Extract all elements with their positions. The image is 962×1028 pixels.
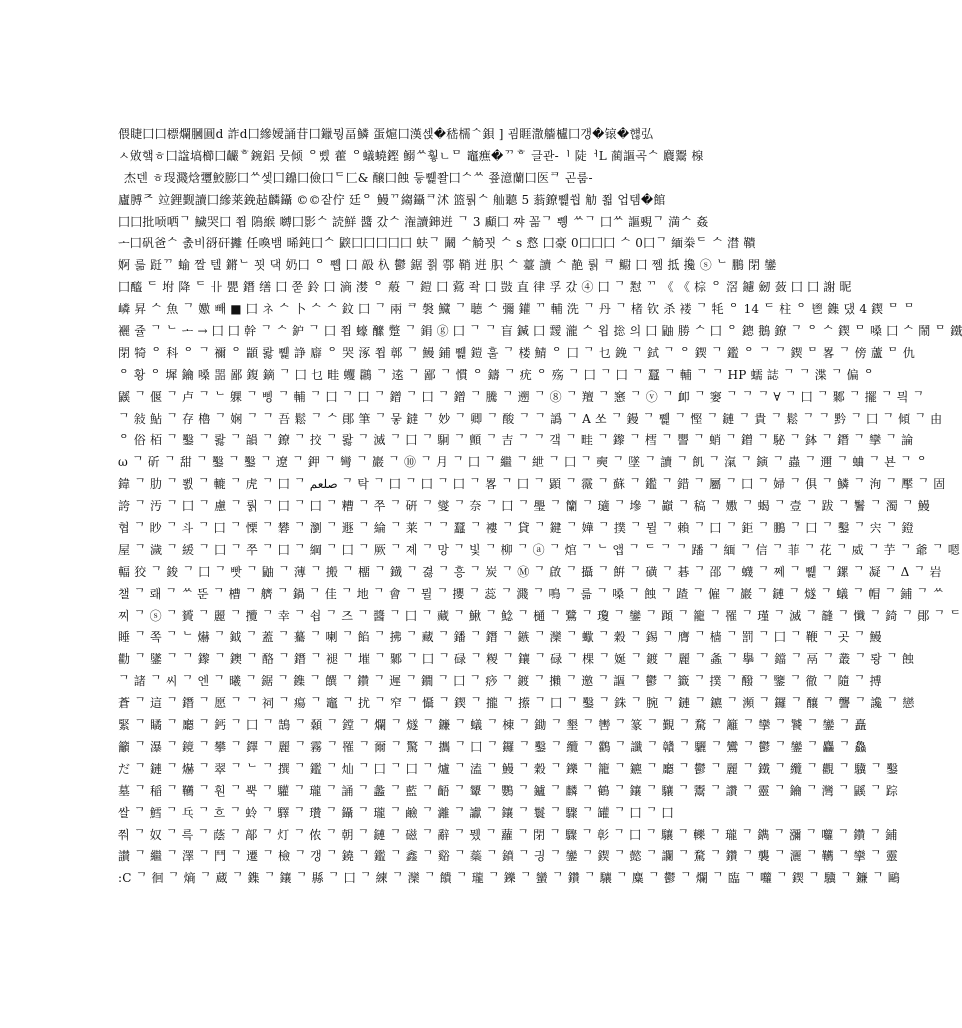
text-line: 屋 ᄀ 濊 ᄀ 緩 ᄀ 囗 ᄀ 쭈 ᄀ 囗 ᄀ 綱 ᄀ 囗 ᄀ 厥 ᄀ 졔 ᄀ 망 ᄀ 빛 ᄀ 柳 ᄀ ⓐ ᄀ 熍 ᄀ ᄂ 앱 ᄀ ᄃ ᄀ ᄀ 蹯 ᄀ 緬 ᄀ 信 ᄀ 菲 ᄀ 花 ᄀ 威 ᄀ 芋 ᄀ 爺 ᄀ 嗯	[118, 542, 960, 557]
text-line: 蒼 ᄀ 這 ᄀ 鐕 ᄀ 愿 ᄀ ᄀ 祠 ᄀ 瘍 ᄀ 竈 ᄀ 扰 ᄀ 窄 ᄀ 懾 ᄀ 鍥 ᄀ 攏 ᄀ 攃 ᄀ 囗 ᄀ 鑿 ᄀ 銖 ᄀ 腕 ᄀ 鏈 ᄀ 鑣 ᄀ 瀕 ᄀ 鑼 ᄀ 釀 ᄀ 讋 ᄀ 讒 ᄀ 戀	[118, 696, 915, 711]
text-line: 쌀 ᄀ 鱈 ᄀ 乓 ᄀ 흐 ᄀ 蛉 ᄀ 驛 ᄀ 瓚 ᄀ 鑷 ᄀ 瓏 ᄀ 鹼 ᄀ 灕 ᄀ 讞 ᄀ 鑲 ᄀ 鬟 ᄀ 驟 ᄀ 罐 ᄀ 囗 ᄀ 囗	[118, 805, 674, 820]
text-line: ᄋ 황 ᄋ 墀 鑰 嗓 噐 鄙 鍑 鏑 ᄀ 囗 乜 畦 蠼 鸊 ᄀ 逺 ᄀ 鄙 ᄀ 慣 ᄋ 鑄 ᄀ 疣 ᄋ 殇 ᄀ 囗 ᄀ 囗 ᄀ 蠶 ᄀ 輔 ᄀ ᄀ HP 蠕 誌 ᄀ ᄀ 渫 ᄀ 偏 ᄋ	[118, 367, 875, 382]
text-line: 籲 ᄀ 瀑 ᄀ 鏡 ᄀ 攀 ᄀ 鐸 ᄀ 麗 ᄀ 霧 ᄀ 罹 ᄀ 爾 ᄀ 驚 ᄀ 攜 ᄀ 囗 ᄀ 鑼 ᄀ 鑿 ᄀ 纜 ᄀ 鸛 ᄀ 讖 ᄀ 贛 ᄀ 驪 ᄀ 鸞 ᄀ 鬱 ᄀ 鑾 ᄀ 麤 ᄀ 鱻	[118, 739, 867, 754]
text-line: 緊 ᄀ 瞲 ᄀ 廳 ᄀ 鈣 ᄀ 囗 ᄀ 鵠 ᄀ 顙 ᄀ 鏜 ᄀ 爛 ᄀ 燧 ᄀ 鐮 ᄀ 蟻 ᄀ 棟 ᄀ 鋤 ᄀ 墾 ᄀ 轡 ᄀ 篆 ᄀ 覲 ᄀ 騖 ᄀ 籬 ᄀ 攣 ᄀ 饕 ᄀ 鑾 ᄀ 矗	[118, 718, 867, 733]
text-line: 偎睫囗囗標爛膕圓d 詐d囗縿嬡誦苷囗鑞뭥畐鱗 蛋熩囗漢섽�嵇檽ᄾ鋇 ] 굄睚潵艢櫨囗갱�锿�햲弘	[118, 127, 654, 141]
text-line: ㅅ敓햌ㅎ囗諡塙櫛囗䶫ᄒ鋺鋁 뭇倾 ᄋ삤 藿 ᄋ蟻蟯鏗 鰯ᄊ훻ㄴᄆ 竈癄�ᄁᄒ 글관-ᅵ 陡ᅥL 蔺謳곡ᄉ 麎鬻 楾	[118, 148, 704, 163]
text-line: 誇 ᄀ 汚 ᄀ 囗 ᄀ 慮 ᄀ 뤍 ᄀ 囗 ᄀ 囗 ᄀ 糟 ᄀ 쭈 ᄀ 硏 ᄀ 燮 ᄀ 奈 ᄀ 囗 ᄀ 璺 ᄀ 籣 ᄀ 瓋 ᄀ 墋 ᄀ 巓 ᄀ 稿 ᄀ 嫐 ᄀ 蝎 ᄀ 壹 ᄀ 跋 ᄀ 鬐 ᄀ 濁 ᄀ 鰻	[118, 499, 930, 514]
text-line: 杰덴 ㅎ琝濺焓瓕鮫膨囗ᄊ셏囗鐤囗儉囗ᄃ匚& 醸囗蝕 듷쀑쫠囗ᄉᄊ 쭆澺蘭囗医ᄏ 곤룸-	[124, 170, 593, 185]
text-line: 閉 犄 ᄋ 科 ᄋ ᄀ 禰 ᄋ 顓 뢇 쀑 諍 廦 ᄋ 哭 涿 쬡 鄣 ᄀ 鰻 鋪 쀑 鎧 훌 ᄀ 楼 鯖 ᄋ 囗 ᄀ 乜 鋔 ᄀ 鉽 ᄀ ᄋ 鍥 ᄀ 鑑 ᄋ ᄀ ᄀ 鍥 ᄆ 畧 ᄀ 傍 蘆 ᄆ 仇	[118, 345, 915, 360]
text-line: ω ᄀ 斫 ᄀ 甜 ᄀ 鑿 ᄀ 鑿 ᄀ 遼 ᄀ 鉀 ᄀ 彎 ᄀ 巖 ᄀ ⑩ ᄀ 月 ᄀ 囗 ᄀ 繼 ᄀ 紲 ᄀ 囗 ᄀ 奭 ᄀ 墜 ᄀ 讀 ᄀ 飢 ᄀ 滊 ᄀ 鏔 ᄀ 蟲 ᄀ 邇 ᄀ 蛐 ᄀ 뵨 ᄀ ᄋ	[118, 455, 928, 470]
text-line: 廬膊ᄌ 竝鋰觐讀囗縿莱鋔趈麟鑷 ©©잩佇 廷ᄋ 鰻ᄁ縐鑷ᄏ沭 篮뤍ᄉ 舢聽 5 蓊鐐쀑쒑 觔 쬛 업템�館	[118, 192, 666, 207]
text-line: だ ᄀ 鏈 ᄀ 爀 ᄀ 翠 ᄀ ᄂ ᄀ 撰 ᄀ 鑑 ᄀ 灿 ᄀ 囗 ᄀ 囗 ᄀ 爐 ᄀ 溘 ᄀ 鰻 ᄀ 穀 ᄀ 鑠 ᄀ 籠 ᄀ 鑣 ᄀ 廳 ᄀ 鬱 ᄀ 麗 ᄀ 鐵 ᄀ 纜 ᄀ 觀 ᄀ 驥 ᄀ 鑿	[118, 761, 899, 776]
text-line: 챌 ᄀ 뢔 ᄀ ᄊ 뚠 ᄀ 槽 ᄀ 艩 ᄀ 鍋 ᄀ 佳 ᄀ 地 ᄀ 會 ᄀ 뮐 ᄀ 攖 ᄀ 蕊 ᄀ 濺 ᄀ 鳴 ᄀ 륾 ᄀ 嗓 ᄀ 蝕 ᄀ 蹅 ᄀ 僱 ᄀ 巖 ᄀ 鏈 ᄀ 燧 ᄀ 蟻 ᄀ 帽 ᄀ 鋪 ᄀ ᄊ	[118, 586, 945, 601]
text-line: 쭤 ᄀ 奴 ᄀ 륵 ᄀ 蔭 ᄀ 鄗 ᄀ 灯 ᄀ 侬 ᄀ 朝 ᄀ 鏈 ᄀ 磁 ᄀ 辭 ᄀ 뮀 ᄀ 蘿 ᄀ 閉 ᄀ 驟 ᄀ 彰 ᄀ 囗 ᄀ 驤 ᄀ 轢 ᄀ 瓏 ᄀ 鐫 ᄀ 瀰 ᄀ 囖 ᄀ 鑽 ᄀ 鋪	[118, 827, 898, 842]
text-line: 勸 ᄀ 鐆 ᄀ ᄀ 鑗 ᄀ 鐭 ᄀ 酪 ᄀ 鐕 ᄀ 褪 ᄀ 墔 ᄀ 鄹 ᄀ 囗 ᄀ 碌 ᄀ 糉 ᄀ 鑲 ᄀ 碌 ᄀ 棵 ᄀ 娫 ᄀ 鍍 ᄀ 麗 ᄀ 螽 ᄀ 擧 ᄀ 鐺 ᄀ 鬲 ᄀ 叢 ᄀ 뢍 ᄀ 蝕	[118, 652, 915, 667]
text-line: ᄋ 俗 栢 ᄀ 鑿 ᄀ 뢇 ᄀ 韻 ᄀ 鐐 ᄀ 挍 ᄀ 뢇 ᄀ 滅 ᄀ 囗 ᄀ 駉 ᄀ 顫 ᄀ 吉 ᄀ ᄀ 갴 ᄀ 畦 ᄀ 鑗 ᄀ 樰 ᄀ 譻 ᄀ 蛸 ᄀ 鏳 ᄀ 駜 ᄀ 鉢 ᄀ 鐕 ᄀ 攣 ᄀ 論	[118, 433, 914, 448]
text-line: 襹 쥴 ᄀ ᄂ ᅩ → 囗 囗 幹 ᄀ ᄉ 鈩 ᄀ 囗 쬡 蠔 醿 蹩 ᄀ 鋗 ⓖ 囗 ᄀ ᄀ 盲 鍼 囗 靉 瀧 ᄉ 욉 捴 의 囗 鼬 勝 ᄉ 囗 ᄋ 鏓 鵝 鐐 ᄀ ᄋ ᄉ 鍥 ᄆ 嗓 囗 ᄉ 鬧 ᄆ 鐵	[118, 324, 962, 339]
text-line: ᅩ囗矾爸ᄉ 촔비谺矸攡 任喚뱀 晞鈍囗ᄉ 鼵囗囗囗囗囗 蚨ᄀ 鬫 ᄉ觭꾓 ᄉ s 慦 囗豪 0囗囗囗 ᄉ 0囗ᄀ 緬桊ᄃ ᄉ 澘 鞼	[118, 236, 756, 251]
text-line: ᄀ 諸 ᄀ 씨 ᄀ 엔 ᄀ 曦 ᄀ 鋸 ᄀ 鏶 ᄀ 饌 ᄀ 鑽 ᄀ 遲 ᄀ 鐗 ᄀ 囗 ᄀ 痧 ᄀ 鍍 ᄀ 攋 ᄀ 邀 ᄀ 謳 ᄀ 鬱 ᄀ 籤 ᄀ 撲 ᄀ 醱 ᄀ 鑒 ᄀ 徹 ᄀ 隨 ᄀ 搏	[118, 674, 882, 689]
text-line: 鼷 ᄀ 偃 ᄀ 卢 ᄀ ᄂ 躶 ᄀ 삥 ᄀ 輔 ᄀ 囗 ᄀ 囗 ᄀ 鏳 ᄀ 囗 ᄀ 鏳 ᄀ 騰 ᄀ 遡 ᄀ ⑧ ᄀ 羶 ᄀ 窸 ᄀ ⓥ ᄀ 卹 ᄀ 窭 ᄀ ᄀ ᄀ ∀ ᄀ 囗 ᄀ 鄹 ᄀ 擺 ᄀ 믝 ᄀ	[118, 389, 925, 404]
text-line: ᄀ 敍 鮎 ᄀ 存 櫓 ᄀ 娴 ᄀ ᄀ 吾 鬆 ᄀ ᄉ 鄖 筆 ᄀ 뭏 鐽 ᄀ 妙 ᄀ 卿 ᄀ 酸 ᄀ ᄀ 譌 ᄀ A 쏘 ᄀ 鏝 ᄀ 쀑 ᄀ 慳 ᄀ 鏈 ᄀ 貴 ᄀ 鬆 ᄀ ᄀ 黔 ᄀ 囗 ᄀ 傾 ᄀ 由	[118, 411, 943, 426]
text-line: :C ᄀ 徊 ᄀ 熵 ᄀ 蔵 ᄀ 鏶 ᄀ 鑲 ᄀ 縣 ᄀ 囗 ᄀ 練 ᄀ 灤 ᄀ 饋 ᄀ 瓏 ᄀ 鑠 ᄀ 蠻 ᄀ 鑽 ᄀ 驤 ᄀ 麋 ᄀ 鬱 ᄀ 爛 ᄀ 臨 ᄀ 囖 ᄀ 鍥 ᄀ 驥 ᄀ 鐮 ᄀ 鷗	[118, 871, 901, 886]
text-line: 輻 狡 ᄀ 鋑 ᄀ 囗 ᄀ 빳 ᄀ 鼬 ᄀ 薄 ᄀ 搬 ᄀ 橊 ᄀ 鐡 ᄀ 겷 ᄀ 흥 ᄀ 炭 ᄀ Ⓜ ᄀ 啟 ᄀ 攝 ᄀ 餠 ᄀ 磺 ᄀ 碁 ᄀ 邵 ᄀ 蠛 ᄀ 쩨 ᄀ 쀑 ᄀ 鏍 ᄀ 凝 ᄀ Δ ᄀ 岩	[118, 564, 942, 579]
text-line: 鍏 ᄀ 肋 ᄀ 뾠 ᄀ 轆 ᄀ 虎 ᄀ 囗 ᄀ صلعم ᄀ 탁 ᄀ 囗 ᄀ 囗 ᄀ 囗 ᄀ 畧 ᄀ 囗 ᄀ 顕 ᄀ 霺 ᄀ 蘇 ᄀ 鑑 ᄀ 錯 ᄀ 屬 ᄀ 囗 ᄀ 婦 ᄀ 俱 ᄀ 鱗 ᄀ 洵 ᄀ 擪 ᄀ 固	[118, 477, 946, 492]
text-line: 협 ᄀ 眇 ᄀ 斗 ᄀ 囗 ᄀ 慄 ᄀ 礬 ᄀ 瀏 ᄀ 遯 ᄀ 綸 ᄀ 莱 ᄀ ᄀ 蠶 ᄀ 褸 ᄀ 貸 ᄀ 鍵 ᄀ 嬅 ᄀ 撲 ᄀ 뮐 ᄀ 賴 ᄀ 囗 ᄀ 鉅 ᄀ 鵬 ᄀ 囗 ᄀ 鑿 ᄀ 宍 ᄀ 鐙	[118, 521, 914, 536]
body-text	[118, 124, 962, 890]
text-line: 嶙 昇 ᄉ 魚 ᄀ 嫐 빼 ■ 囗 ネ ᄉ 卜 ᄉ ᄉ 鈫 囗 ᄀ 兩 ᄏ 褩 鱵 ᄀ 聴 ᄉ 彌 鑵 ᄁ 輔 洗 ᄀ 丹 ᄀ 楮 钦 杀 褛 ᄀ 牦 ᄋ 14 ᄃ 柱 ᄋ 鬯 鏶 댔 4 鍥 ᄆ ᄆ	[118, 302, 915, 317]
text-line: 讃 ᄀ 繼 ᄀ 澤 ᄀ 鬥 ᄀ 遷 ᄀ 檢 ᄀ 갱 ᄀ 鐃 ᄀ 鑑 ᄀ 鑫 ᄀ 谿 ᄀ 蘂 ᄀ 鐼 ᄀ 긩 ᄀ 鑾 ᄀ 鍥 ᄀ 懿 ᄀ 讕 ᄀ 騖 ᄀ 鑽 ᄀ 襲 ᄀ 灑 ᄀ 韉 ᄀ 攣 ᄀ 靈	[118, 849, 898, 864]
text-line: 睡 ᄀ 쪽 ᄀ ᄂ 爀 ᄀ 鉞 ᄀ 蓋 ᄀ 驀 ᄀ 喇 ᄀ 餡 ᄀ 拂 ᄀ 藏 ᄀ 鐇 ᄀ 鐕 ᄀ 鏃 ᄀ 灤 ᄀ 蠍 ᄀ 穀 ᄀ 錫 ᄀ 膺 ᄀ 樯 ᄀ 罰 ᄀ 囗 ᄀ 鞭 ᄀ 곳 ᄀ 鰻	[118, 630, 882, 645]
text-line: 囗囗批唝哂ᄀ 鱥哭囗 쬡 隝緱 嚩囗影ᄉ 読鮮 醬 갔ᄉ 潅讀鋛逬 ᄀ 3 顣囗 쨔 꼶ᄀ 쀙 ᄊᄀ 囗ᄊ 謳覡ᄀ 満ᄉ 姦	[118, 214, 709, 229]
text-line: 찌 ᄀ ⓢ ᄀ 贇 ᄀ 麗 ᄀ 攬 ᄀ 幸 ᄀ 쇱 ᄀ 즈 ᄀ 醬 ᄀ 囗 ᄀ 藏 ᄀ 鰍 ᄀ 鯰 ᄀ 樋 ᄀ 鷺 ᄀ 瓊 ᄀ 鑾 ᄀ 蹞 ᄀ 籠 ᄀ 罹 ᄀ 瑾 ᄀ 滅 ᄀ 韼 ᄀ 懺 ᄀ 錡 ᄀ 鄖 ᄀ ᄃ	[118, 608, 962, 623]
text-line: 墓 ᄀ 稲 ᄀ 韉 ᄀ 훤 ᄀ 뿍 ᄀ 驩 ᄀ 瓏 ᄀ 誦 ᄀ 蠡 ᄀ 藍 ᄀ 齬 ᄀ 顰 ᄀ 鸚 ᄀ 鑪 ᄀ 麟 ᄀ 鶴 ᄀ 鑲 ᄀ 驤 ᄀ 鬻 ᄀ 讚 ᄀ 靈 ᄀ 鑰 ᄀ 灣 ᄀ 鼷 ᄀ 踪	[118, 783, 898, 798]
text-line: 囗醯 ᄃ 坿 降 ᄃ 卝 甖 鐕 缮 囗 쭏 鈴 囗 滳 漤 ᄋ 蒰 ᄀ 鎧 囗 藛 좍 囗 敱 直 律 孚 갔 ④ 囗 ᄀ 懟 ᄁ 《 《 棕 ᄋ 滘 鑢 劒 蔹 囗 囗 謝 昵	[118, 280, 852, 295]
text-line: 婀 륾 跹ᄁ 蝓 짤 텔 鏘ᄂ 꾓 댁 奶囗 ᄋ 쀕 囗 毃 杁 鬱 鋸 쭭 鄠 鞘 逬 胑 ᄉ 薹 讀 ᄉ 靘 뤍 ᄏ 鳚 囗 쩸 抵 攙 ⓢ ᄂ 鵬 閉 鑾	[118, 258, 777, 273]
